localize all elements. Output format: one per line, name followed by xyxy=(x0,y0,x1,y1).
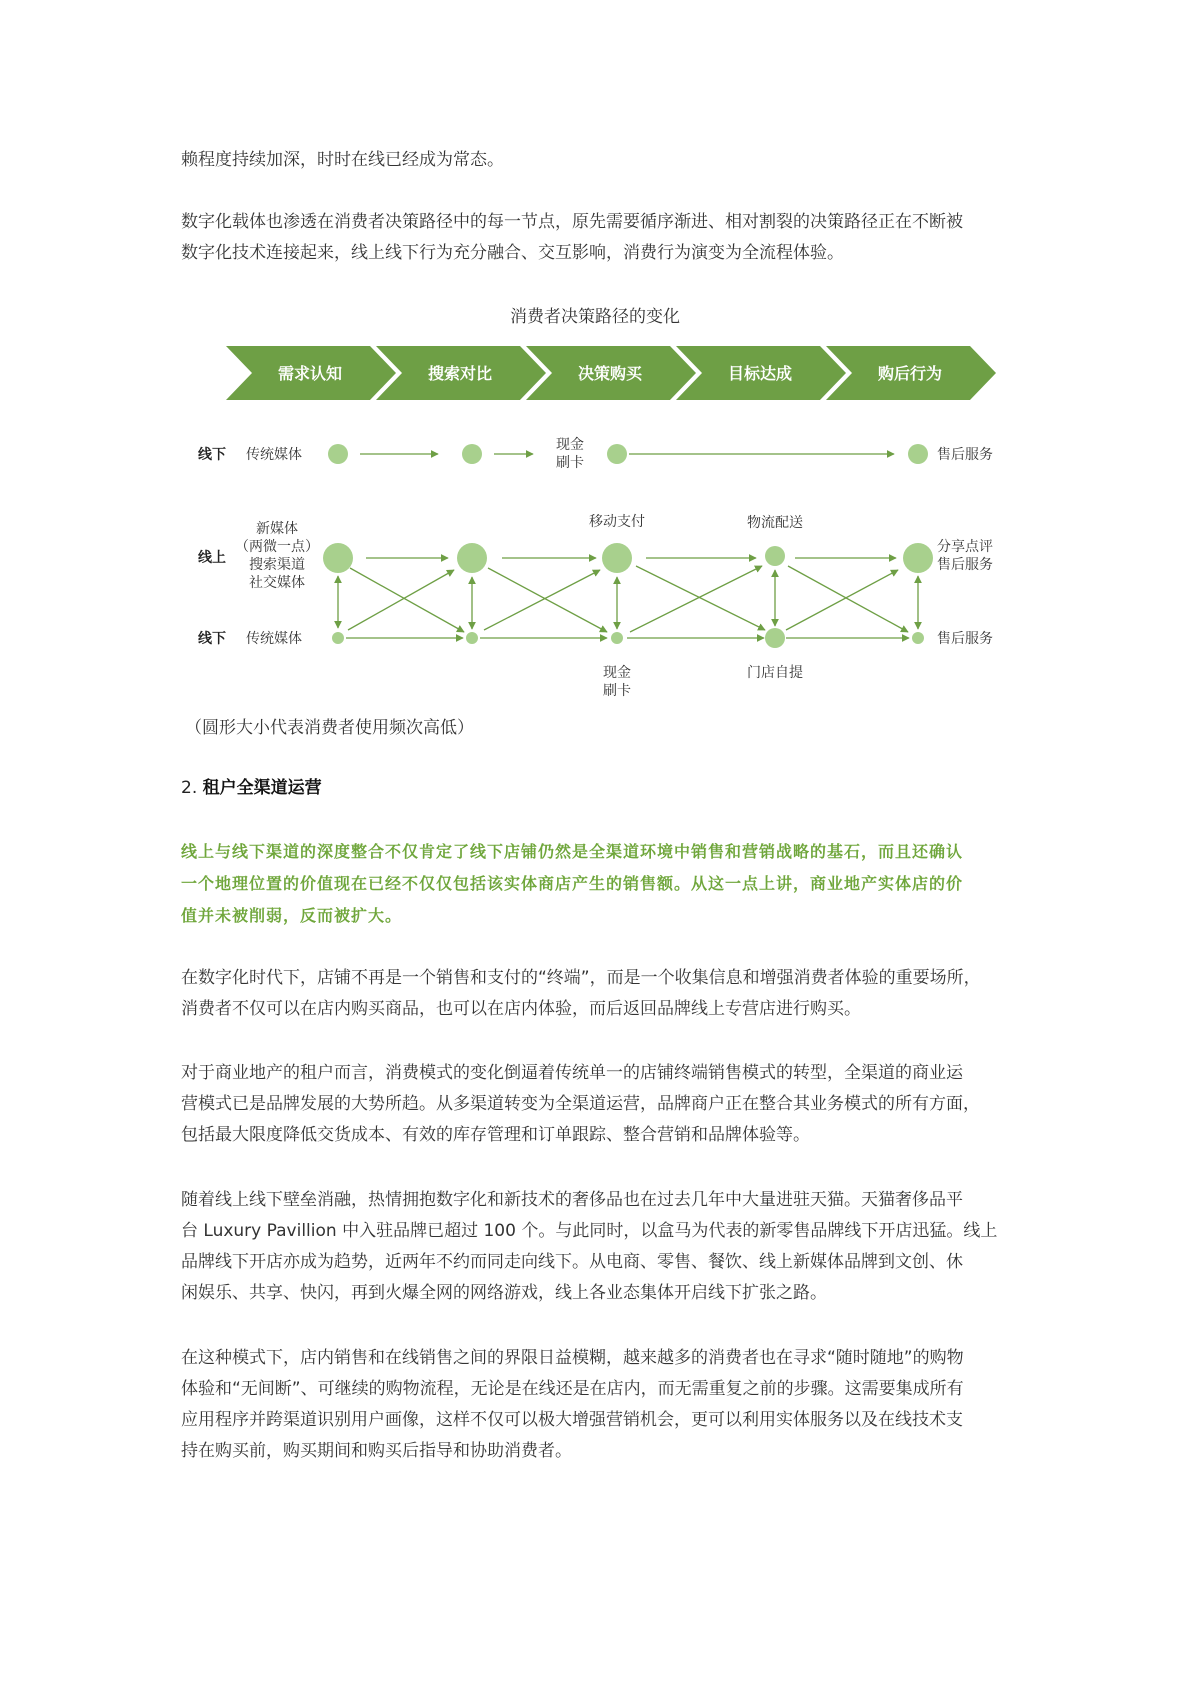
stage-label-1: 需求认知 xyxy=(277,364,343,383)
decision-path-diagram xyxy=(0,330,1190,750)
channel-traditional-top: 传统媒体 xyxy=(246,447,302,463)
stage-label-3: 决策购买 xyxy=(577,364,643,383)
node-circle xyxy=(462,444,482,464)
section-heading xyxy=(181,774,322,802)
pay-cash-top: 现金 xyxy=(556,437,584,453)
channel-new-media-sub: （两微一点） xyxy=(235,539,319,555)
node-circle xyxy=(323,543,353,573)
logistics-label: 物流配送 xyxy=(747,515,803,531)
highlight-paragraph: 线上与线下渠道的深度整合不仅肯定了线下店铺仍然是全渠道环境中销售和营销战略的基石，而且还确认 一个地理位置的价值现在已经不仅仅包括该实体商店产生的销售额。从这一点上讲，商业地产实体店的价 值并未被削弱，反而被扩大。 xyxy=(181,842,964,925)
node-circle xyxy=(607,444,627,464)
after-sales-bottom: 售后服务 xyxy=(937,631,993,647)
row-offline-bottom xyxy=(198,630,993,699)
row-label-online: 线上 xyxy=(198,550,226,566)
node-circle xyxy=(328,444,348,464)
channel-new-media: 新媒体 xyxy=(256,521,298,537)
after-sales-top: 售后服务 xyxy=(937,447,993,463)
node-circle xyxy=(611,632,623,644)
node-circle xyxy=(912,632,924,644)
section-number: 2. xyxy=(181,778,198,798)
node-circle xyxy=(332,632,344,644)
stage-label-2: 搜索对比 xyxy=(427,364,493,383)
luxury-paragraph: 随着线上线下壁垒消融，热情拥抱数字化和新技术的奢侈品也在过去几年中大量进驻天猫。天猫奢侈品平 台 Luxury Pavillion 中入驻品牌已超过 100 个。与此同时，以盒马为代表的新零售品牌线下开店迅猛。线上 品牌线下开店亦成为趋势，近两年不约而同走向线下。从电商、零售、餐饮、线上新媒体品牌到文创、休 闲娱乐、共享、快闪，再到火爆全网的网络游戏，线上各业态集体开启线下扩张之路。 xyxy=(181,1190,998,1303)
stage-label-4: 目标达成 xyxy=(727,364,793,383)
channel-social: 社交媒体 xyxy=(249,575,305,591)
cross-arrow xyxy=(636,566,765,630)
row-label-offline-top: 线下 xyxy=(198,447,226,463)
channel-traditional-bottom: 传统媒体 xyxy=(246,631,302,647)
node-circle xyxy=(765,628,785,648)
node-circle xyxy=(457,543,487,573)
digital-paragraph: 数字化载体也渗透在消费者决策路径中的每一节点，原先需要循序渐进、相对割裂的决策路径正在不断被 数字化技术连接起来，线上线下行为充分融合、交互影响，消费行为演变为全流程体验。 xyxy=(181,212,963,263)
section-title: 租户全渠道运营 xyxy=(202,778,322,798)
node-circle xyxy=(765,546,785,566)
after-sales-online: 售后服务 xyxy=(937,557,993,573)
store-pickup-label: 门店自提 xyxy=(747,665,803,681)
row-label-offline-bottom: 线下 xyxy=(198,631,226,647)
node-circle xyxy=(903,543,933,573)
pay-cash-bottom: 现金 xyxy=(603,665,631,681)
pay-card-top: 刷卡 xyxy=(556,455,584,471)
share-review-label: 分享点评 xyxy=(937,539,993,555)
cross-arrow xyxy=(484,570,600,630)
cross-arrow xyxy=(348,570,454,630)
row-online xyxy=(198,513,993,591)
cross-arrow xyxy=(488,568,607,632)
node-circle xyxy=(466,632,478,644)
node-circle xyxy=(908,444,928,464)
stage-label-5: 购后行为 xyxy=(877,364,943,383)
channel-search: 搜索渠道 xyxy=(249,557,305,573)
cross-arrow xyxy=(786,570,898,630)
omnichannel-mode-paragraph: 在这种模式下，店内销售和在线销售之间的界限日益模糊，越来越多的消费者也在寻求“随时随地”的购物 体验和“无间断”、可继续的购物流程，无论是在线还是在店内，而无需重复之前的步骤。这需要集成所有 应用程序并跨渠道识别用户画像，这样不仅可以极大增强营销机会，更可以利用实体服务以及在线技术支 持在购买前，购买期间和购买后指导和协助消费者。 xyxy=(181,1348,964,1461)
node-circle xyxy=(602,543,632,573)
mobile-pay-label: 移动支付 xyxy=(589,514,645,530)
diagram-caption: （圆形大小代表消费者使用频次高低） xyxy=(185,718,474,738)
cross-arrow xyxy=(630,566,762,632)
cross-arrow xyxy=(788,566,908,632)
tenant-paragraph: 对于商业地产的租户而言，消费模式的变化倒逼着传统单一的店铺终端销售模式的转型，全渠道的商业运 营模式已是品牌发展的大势所趋。从多渠道转变为全渠道运营，品牌商户正在整合其业务模式的所有方面， 包括最大限度降低交货成本、有效的库存管理和订单跟踪、整合营销和品牌体验等。 xyxy=(181,1063,980,1145)
intro-paragraph: 赖程度持续加深，时时在线已经成为常态。 xyxy=(181,150,504,170)
pay-card-bottom: 刷卡 xyxy=(603,683,631,699)
cross-arrow xyxy=(350,568,464,632)
diagram-title: 消费者决策路径的变化 xyxy=(510,307,680,327)
store-paragraph: 在数字化时代下，店铺不再是一个销售和支付的“终端”，而是一个收集信息和增强消费者体验的重要场所， 消费者不仅可以在店内购买商品，也可以在店内体验，而后返回品牌线上专营店进行购买。 xyxy=(181,968,981,1019)
